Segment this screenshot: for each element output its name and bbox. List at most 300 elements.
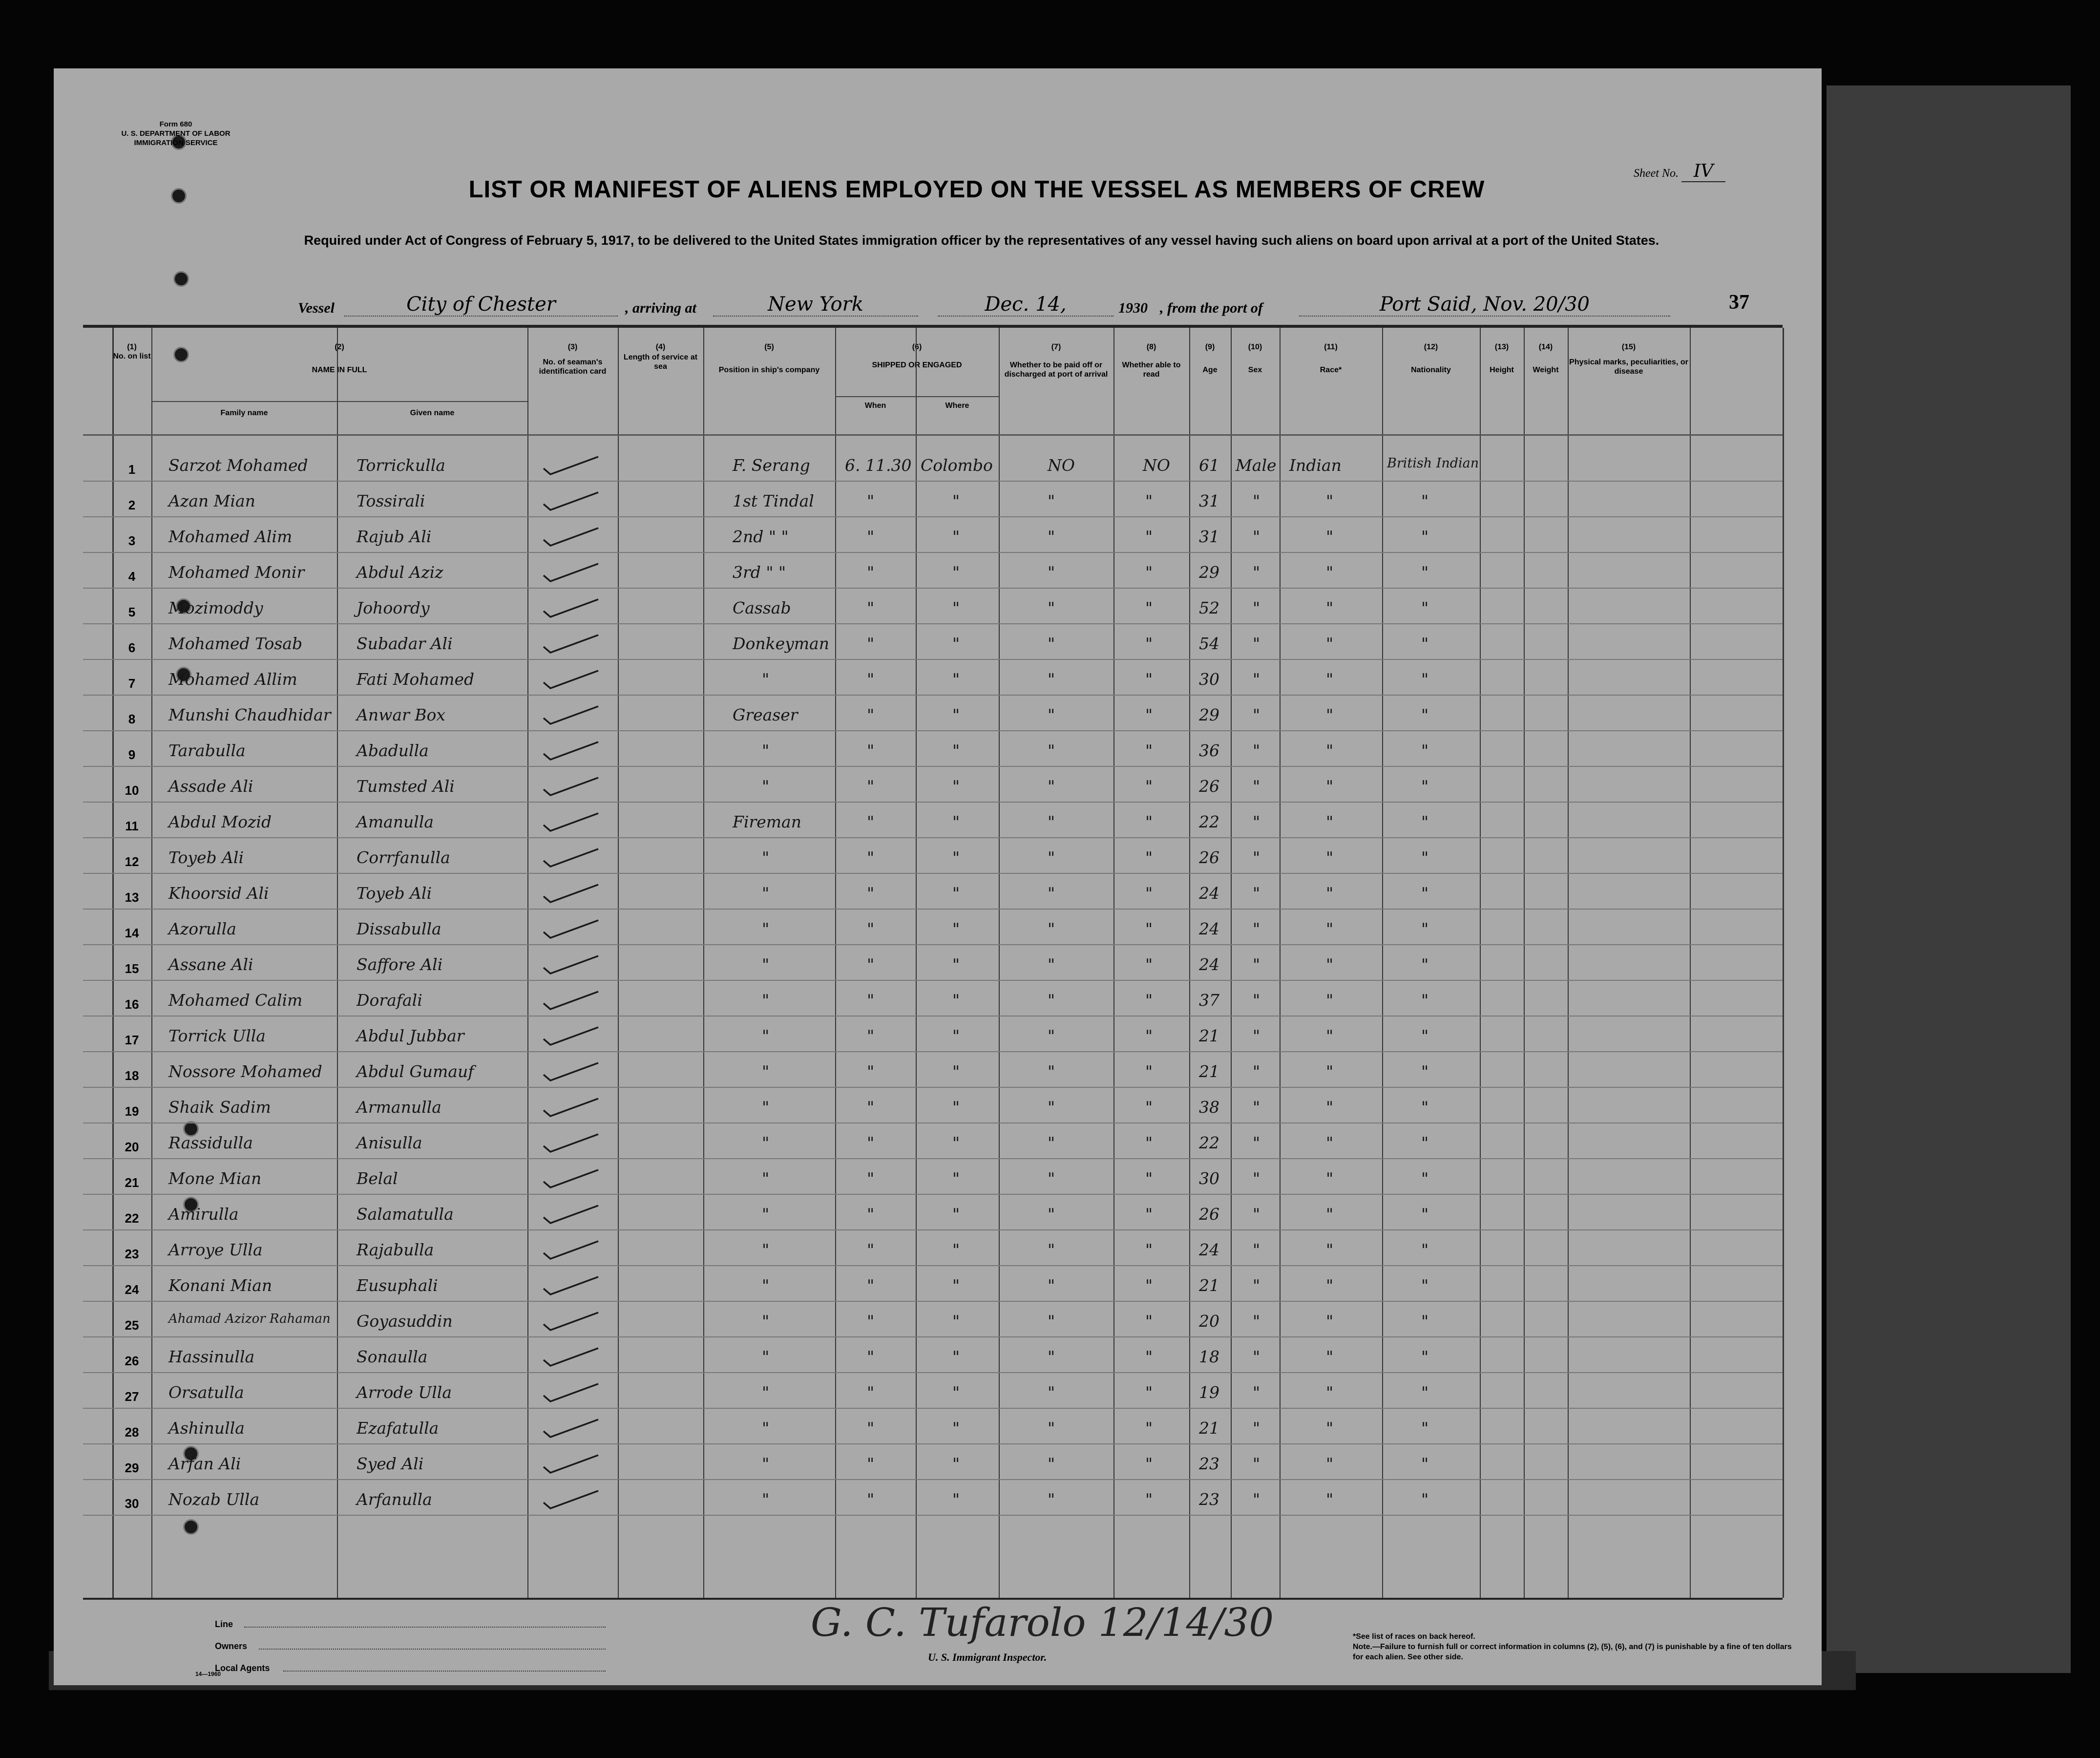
race: ": [1326, 1454, 1334, 1473]
row-rule: [83, 1158, 1783, 1159]
position: ": [762, 1205, 770, 1224]
race: ": [1326, 1312, 1334, 1331]
check-mark-icon: [540, 1274, 603, 1296]
row-number: 18: [125, 1068, 139, 1083]
shipped-where: Colombo: [921, 456, 993, 475]
row-number: 9: [128, 747, 136, 762]
age: 54: [1199, 634, 1219, 653]
paid-off: ": [1048, 1133, 1055, 1152]
nationality: ": [1421, 491, 1429, 510]
sex: ": [1253, 812, 1260, 831]
shipped-when: ": [867, 1240, 875, 1259]
sex: ": [1253, 991, 1260, 1010]
family-name: Orsatulla: [168, 1383, 244, 1402]
sex: ": [1253, 1098, 1260, 1117]
race: ": [1326, 1240, 1334, 1259]
able-to-read: ": [1145, 1133, 1153, 1152]
position: ": [762, 1169, 770, 1188]
sex: ": [1253, 1347, 1260, 1366]
race: ": [1326, 741, 1334, 760]
given-name: Amanulla: [357, 812, 434, 831]
able-to-read: ": [1145, 1383, 1153, 1402]
shipped-when: ": [867, 1490, 875, 1509]
age: 31: [1199, 527, 1219, 546]
position: Fireman: [733, 812, 801, 831]
family-name: Azorulla: [168, 919, 236, 938]
position: ": [762, 1490, 770, 1509]
from-port: Port Said, Nov. 20/30: [1299, 293, 1670, 317]
sex: ": [1253, 1312, 1260, 1331]
given-name: Sonaulla: [357, 1347, 428, 1366]
check-mark-icon: [540, 917, 603, 940]
family-name: Assane Ali: [168, 955, 253, 974]
row-rule: [83, 516, 1783, 517]
col-7-header: (7) Whether to be paid off or discharged at port of arrival: [1004, 343, 1108, 379]
col-13-header: (13) Height: [1490, 343, 1514, 374]
shipped-when: ": [867, 991, 875, 1010]
shipped-where: ": [952, 1454, 960, 1473]
check-mark-icon: [540, 1131, 603, 1154]
row-number: 27: [125, 1389, 139, 1404]
check-mark-icon: [540, 953, 603, 975]
check-mark-icon: [540, 1060, 603, 1082]
position: ": [762, 991, 770, 1010]
nationality: ": [1421, 1169, 1429, 1188]
sex: ": [1253, 1133, 1260, 1152]
family-name: Amirulla: [168, 1205, 239, 1224]
given-name: Ezafatulla: [357, 1419, 439, 1438]
paid-off: ": [1048, 634, 1055, 653]
paid-off: ": [1048, 884, 1055, 903]
row-number: 7: [128, 676, 136, 691]
age: 29: [1199, 705, 1219, 724]
position: Greaser: [733, 705, 798, 724]
row-number: 12: [125, 854, 139, 869]
sex: ": [1253, 1026, 1260, 1045]
sex: ": [1253, 1490, 1260, 1509]
check-mark-icon: [540, 668, 603, 690]
shipped-where: ": [952, 741, 960, 760]
family-name: Mohamed Monir: [168, 563, 305, 582]
arriving-port: New York: [713, 293, 918, 317]
shipped-where: ": [952, 1098, 960, 1117]
position: ": [762, 1312, 770, 1331]
position: ": [762, 1240, 770, 1259]
check-mark-icon: [540, 1488, 603, 1510]
nationality: ": [1421, 1312, 1429, 1331]
nationality: ": [1421, 634, 1429, 653]
service: IMMIGRATION SERVICE: [134, 139, 218, 147]
shipped-when: ": [867, 1347, 875, 1366]
row-number: 30: [125, 1496, 139, 1511]
shipped-when: ": [867, 527, 875, 546]
age: 24: [1199, 955, 1219, 974]
sex: ": [1253, 1169, 1260, 1188]
shipped-where: ": [952, 884, 960, 903]
paid-off: ": [1048, 670, 1055, 689]
column-rule: [835, 328, 836, 1598]
able-to-read: ": [1145, 634, 1153, 653]
back-sheet: [1827, 85, 2071, 1673]
sex: ": [1253, 741, 1260, 760]
nationality: ": [1421, 563, 1429, 582]
form-identifier: [103, 120, 249, 148]
voyage-line: [298, 289, 1768, 318]
shipped-where: ": [952, 1419, 960, 1438]
page-subtitle: Required under Act of Congress of February 5, 1917, to be delivered to the United States immigration officer by the representatives of any vessel having such aliens on board upon arrival at a port of the United States.: [304, 233, 1659, 248]
paid-off: ": [1048, 1169, 1055, 1188]
position: ": [762, 1419, 770, 1438]
row-number: 21: [125, 1175, 139, 1190]
nationality: ": [1421, 1062, 1429, 1081]
column-rule: [1231, 328, 1232, 1598]
shipped-when: ": [867, 777, 875, 796]
shipped-where: ": [952, 670, 960, 689]
row-rule: [83, 1372, 1783, 1373]
arrival-year: 1930: [1118, 300, 1148, 316]
age: 23: [1199, 1454, 1219, 1473]
shipped-when: ": [867, 1383, 875, 1402]
when-header: When: [864, 402, 886, 410]
age: 22: [1199, 812, 1219, 831]
paid-off: ": [1048, 705, 1055, 724]
page-title: LIST OR MANIFEST OF ALIENS EMPLOYED ON THE VESSEL AS MEMBERS OF CREW: [468, 176, 1485, 203]
shipped-where: ": [952, 705, 960, 724]
family-name: Mohamed Alim: [168, 527, 293, 546]
paid-off: ": [1048, 563, 1055, 582]
family-name: Mohamed Tosab: [168, 634, 303, 653]
paid-off: ": [1048, 1383, 1055, 1402]
row-rule: [83, 1087, 1783, 1088]
race: ": [1326, 1419, 1334, 1438]
row-number: 29: [125, 1461, 139, 1475]
from-label: , from the port of: [1160, 300, 1263, 316]
paid-off: ": [1048, 1276, 1055, 1295]
form-number: Form 680: [159, 120, 192, 128]
nationality: ": [1421, 777, 1429, 796]
given-name: Tumsted Ali: [357, 777, 455, 796]
shipped-when: ": [867, 955, 875, 974]
age: 38: [1199, 1098, 1219, 1117]
given-name: Arfanulla: [357, 1490, 432, 1509]
given-name: Corrfanulla: [357, 848, 450, 867]
column-rule: [999, 328, 1000, 1598]
shipped-where: ": [952, 491, 960, 510]
check-mark-icon: [540, 1238, 603, 1261]
nationality: ": [1421, 1276, 1429, 1295]
race: ": [1326, 491, 1334, 510]
row-number: 10: [125, 783, 139, 798]
family-name: Mone Mian: [168, 1169, 262, 1188]
paid-off: ": [1048, 1454, 1055, 1473]
shipped-where: ": [952, 1312, 960, 1331]
race: ": [1326, 1133, 1334, 1152]
age: 23: [1199, 1490, 1219, 1509]
race: ": [1326, 1347, 1334, 1366]
row-rule: [83, 1194, 1783, 1195]
row-number: 24: [125, 1282, 139, 1297]
family-name: Hassinulla: [168, 1347, 255, 1366]
row-number: 8: [128, 712, 136, 726]
inspector-signature: G. C. Tufarolo 12/14/30: [811, 1600, 1274, 1645]
form-mark: 14—1960: [195, 1671, 221, 1677]
row-number: 28: [125, 1425, 139, 1440]
row-rule: [83, 623, 1783, 624]
row-number: 25: [125, 1318, 139, 1333]
position: Cassab: [733, 598, 791, 617]
shipped-when: ": [867, 884, 875, 903]
age: 52: [1199, 598, 1219, 617]
given-name: Belal: [357, 1169, 398, 1188]
race: ": [1326, 955, 1334, 974]
nationality: British Indian: [1387, 456, 1479, 471]
race: ": [1326, 670, 1334, 689]
age: 36: [1199, 741, 1219, 760]
paid-off: ": [1048, 1419, 1055, 1438]
row-rule: [83, 1229, 1783, 1230]
column-rule: [1783, 328, 1784, 1598]
family-name-header: Family name: [220, 409, 268, 417]
position: ": [762, 670, 770, 689]
position: 3rd " ": [733, 563, 786, 582]
position: Donkeyman: [733, 634, 829, 653]
family-name: Shaik Sadim: [168, 1098, 271, 1117]
given-name: Abdul Gumauf: [357, 1062, 474, 1081]
column-rule: [1113, 328, 1114, 1598]
position: ": [762, 1454, 770, 1473]
row-number: 4: [128, 569, 136, 584]
row-rule: [83, 837, 1783, 838]
paid-off: ": [1048, 919, 1055, 938]
col-5-header: (5) Position in ship's company: [718, 343, 820, 374]
race: ": [1326, 1205, 1334, 1224]
position: ": [762, 1276, 770, 1295]
check-mark-icon: [540, 632, 603, 655]
nationality: ": [1421, 991, 1429, 1010]
check-mark-icon: [540, 810, 603, 833]
able-to-read: ": [1145, 991, 1153, 1010]
shipped-when: ": [867, 741, 875, 760]
family-name: Assade Ali: [168, 777, 253, 796]
race: ": [1326, 884, 1334, 903]
race: ": [1326, 777, 1334, 796]
column-rule: [337, 328, 338, 1598]
paid-off: ": [1048, 1026, 1055, 1045]
position: ": [762, 741, 770, 760]
position: ": [762, 884, 770, 903]
given-name: Abdul Jubbar: [357, 1026, 464, 1045]
family-name: Konani Mian: [168, 1276, 273, 1295]
given-name: Eusuphali: [357, 1276, 438, 1295]
able-to-read: ": [1145, 1205, 1153, 1224]
able-to-read: ": [1145, 670, 1153, 689]
race: ": [1326, 705, 1334, 724]
paid-off: ": [1048, 777, 1055, 796]
sex: ": [1253, 491, 1260, 510]
family-name: Ahamad Azizor Rahaman: [168, 1312, 331, 1326]
able-to-read: ": [1145, 1169, 1153, 1188]
shipped-where: ": [952, 527, 960, 546]
nationality: ": [1421, 955, 1429, 974]
column-rule: [1189, 328, 1190, 1598]
shipped-when: ": [867, 670, 875, 689]
arriving-label: , arriving at: [625, 300, 696, 316]
row-number: 20: [125, 1140, 139, 1154]
row-rule: [83, 802, 1783, 803]
paid-off: ": [1048, 491, 1055, 510]
shipped-where: ": [952, 955, 960, 974]
note-races: *See list of races on back hereof.: [1353, 1632, 1475, 1641]
check-mark-icon: [540, 703, 603, 726]
given-name: Saffore Ali: [357, 955, 443, 974]
nationality: ": [1421, 848, 1429, 867]
given-name: Abdul Aziz: [357, 563, 443, 582]
able-to-read: ": [1145, 1490, 1153, 1509]
column-rule: [1382, 328, 1383, 1598]
check-mark-icon: [540, 1096, 603, 1118]
age: 29: [1199, 563, 1219, 582]
given-name: Arrode Ulla: [357, 1383, 452, 1402]
line-field: [244, 1627, 606, 1628]
shipped-where: ": [952, 1205, 960, 1224]
age: 21: [1199, 1062, 1219, 1081]
given-name: Armanulla: [357, 1098, 441, 1117]
family-name: Nozab Ulla: [168, 1490, 260, 1509]
family-name: Ashinulla: [168, 1419, 245, 1438]
able-to-read: ": [1145, 741, 1153, 760]
row-number: 17: [125, 1033, 139, 1047]
check-mark-icon: [540, 561, 603, 583]
position: ": [762, 1026, 770, 1045]
shipped-when: ": [867, 1312, 875, 1331]
shipped-where: ": [952, 563, 960, 582]
row-rule: [83, 1265, 1783, 1266]
nationality: ": [1421, 1133, 1429, 1152]
nationality: ": [1421, 705, 1429, 724]
able-to-read: ": [1145, 491, 1153, 510]
able-to-read: ": [1145, 812, 1153, 831]
column-rule: [703, 328, 704, 1598]
sex: ": [1253, 527, 1260, 546]
page-number: 37: [1729, 291, 1749, 314]
row-rule: [83, 588, 1783, 589]
family-name: Arfan Ali: [168, 1454, 241, 1473]
shipped-where: ": [952, 598, 960, 617]
shipped-when: ": [867, 1419, 875, 1438]
age: 30: [1199, 670, 1219, 689]
shipped-when: ": [867, 812, 875, 831]
position: ": [762, 1383, 770, 1402]
row-rule: [83, 695, 1783, 696]
given-name: Subadar Ali: [357, 634, 453, 653]
paid-off: ": [1048, 1098, 1055, 1117]
nationality: ": [1421, 1240, 1429, 1259]
row-rule: [83, 1336, 1783, 1337]
position: ": [762, 848, 770, 867]
row-rule: [83, 730, 1783, 731]
age: 20: [1199, 1312, 1219, 1331]
col-9-header: (9) Age: [1202, 343, 1218, 374]
position: ": [762, 1062, 770, 1081]
shipped-when: ": [867, 1133, 875, 1152]
row-rule: [83, 1301, 1783, 1302]
row-number: 1: [128, 462, 136, 477]
nationality: ": [1421, 1026, 1429, 1045]
race: ": [1326, 563, 1334, 582]
race: ": [1326, 1062, 1334, 1081]
paid-off: ": [1048, 598, 1055, 617]
row-number: 2: [128, 498, 136, 512]
row-rule: [83, 1515, 1783, 1516]
able-to-read: ": [1145, 1098, 1153, 1117]
able-to-read: ": [1145, 598, 1153, 617]
sheet-value: IV: [1681, 161, 1725, 182]
paid-off: ": [1048, 527, 1055, 546]
shipped-when: ": [867, 1169, 875, 1188]
row-rule: [83, 1443, 1783, 1444]
subheader-rule: [151, 401, 527, 402]
given-name: Tossirali: [357, 491, 425, 510]
paid-off: ": [1048, 1347, 1055, 1366]
position: ": [762, 955, 770, 974]
position: ": [762, 777, 770, 796]
family-name: Rassidulla: [168, 1133, 253, 1152]
column-rule: [1568, 328, 1569, 1598]
agents-field: [283, 1671, 606, 1672]
race: ": [1326, 1026, 1334, 1045]
nationality: ": [1421, 1490, 1429, 1509]
row-number: 16: [125, 997, 139, 1012]
check-mark-icon: [540, 525, 603, 548]
sheet-label: Sheet No.: [1634, 167, 1679, 180]
age: 24: [1199, 884, 1219, 903]
sex: ": [1253, 1276, 1260, 1295]
sex: ": [1253, 598, 1260, 617]
able-to-read: ": [1145, 1276, 1153, 1295]
race: ": [1326, 991, 1334, 1010]
sex: ": [1253, 1205, 1260, 1224]
row-rule: [83, 552, 1783, 553]
check-mark-icon: [540, 1024, 603, 1047]
given-name: Anisulla: [357, 1133, 422, 1152]
sex: ": [1253, 1240, 1260, 1259]
column-rule: [1480, 328, 1481, 1598]
paid-off: ": [1048, 1062, 1055, 1081]
shipped-when: ": [867, 848, 875, 867]
shipped-where: ": [952, 1133, 960, 1152]
owners-label: Owners: [215, 1641, 248, 1651]
column-rule: [618, 328, 619, 1598]
age: 21: [1199, 1419, 1219, 1438]
column-rule: [1690, 328, 1691, 1598]
given-name: Torrickulla: [357, 456, 445, 475]
check-mark-icon: [540, 1381, 603, 1403]
shipped-when: ": [867, 1062, 875, 1081]
col-8-header: (8) Whether able to read: [1122, 343, 1181, 379]
position: F. Serang: [733, 456, 810, 475]
check-mark-icon: [540, 775, 603, 797]
sex: ": [1253, 955, 1260, 974]
check-mark-icon: [540, 739, 603, 762]
column-rule: [916, 328, 917, 1598]
paid-off: ": [1048, 1205, 1055, 1224]
age: 26: [1199, 848, 1219, 867]
inspector-label: U. S. Immigrant Inspector.: [928, 1651, 1047, 1663]
sex: ": [1253, 848, 1260, 867]
row-rule: [83, 944, 1783, 945]
age: 30: [1199, 1169, 1219, 1188]
shipped-where: ": [952, 1026, 960, 1045]
